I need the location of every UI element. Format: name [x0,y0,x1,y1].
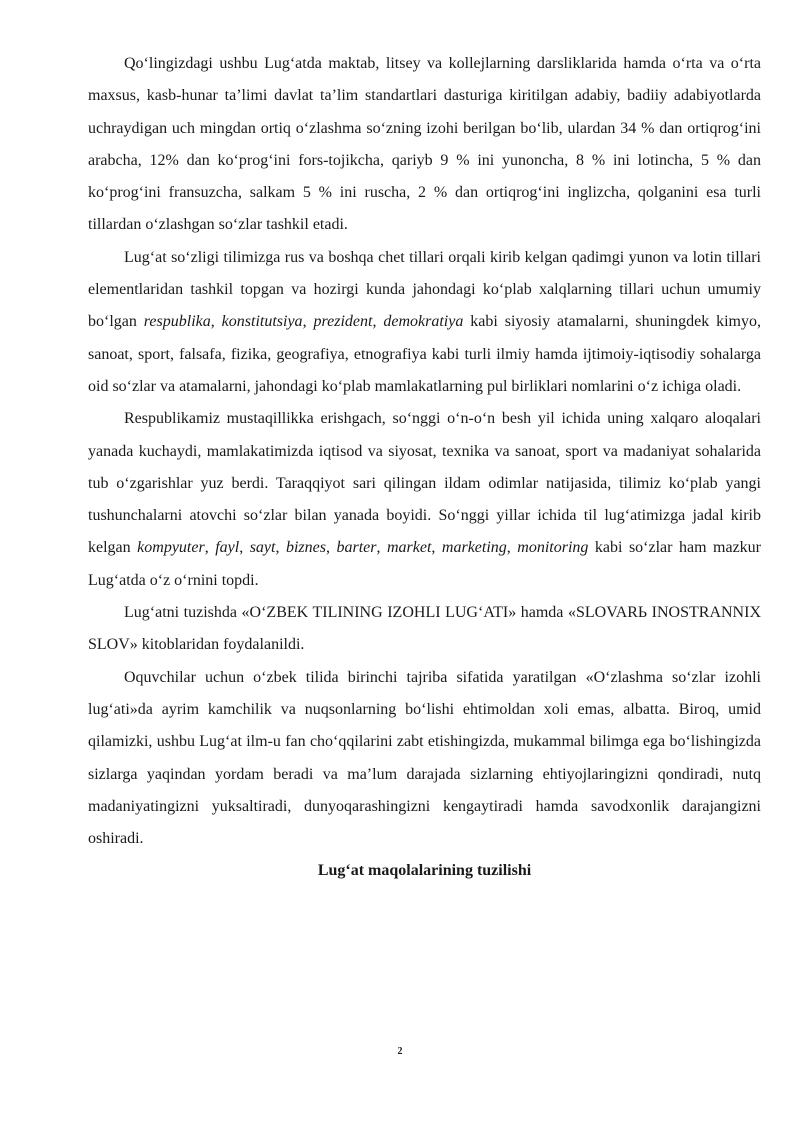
text-run: , [275,539,286,557]
text-run: , [506,539,518,557]
italic-term: monitoring [517,539,589,557]
italic-term: biznes [285,539,326,557]
text-run: Lug‘at so‘zligi tilimizga rus va boshqa chet tillari orqali kirib kelgan qadimgi yunon va lotin tillari elementlaridan tashkil topgan va hozirgi kunda jahondagi ko‘plab xalqlarning tillari uchun umumiy bo‘lgan [88,248,761,331]
document-page [88,48,761,888]
text-run: , [376,539,387,557]
text-run: kabi siyosiy atamalarni, shuningdek kimyo, sanoat, sport, falsafa, fizika, geografiya, etnografiya kabi turli ilmiy hamda ijtimoiy-iqtisodiy sohalarga oid so‘zlar va atamalarni, jahondagi ko‘plab mamlakatlarning pul birliklari nomlarini o‘z ichiga oladi. [88,313,762,395]
italic-term: prezident [313,313,373,331]
paragraph-3 [88,403,761,597]
text-run: , [210,313,222,331]
italic-term: barter [336,539,377,557]
paragraph-2 [88,242,761,403]
italic-term: konstitutsiya [221,313,303,331]
italic-term: sayt [249,539,276,557]
text-run: , [239,539,250,557]
italic-term: demokratiya [383,313,464,331]
text-run: Lug‘atni tuzishda «O‘ZBEK TILINING IZOHLI LUG‘ATI» hamda «SLOVARЬ INOSTRANNIX SLOV» kitoblaridan foydalanildi. [88,604,761,654]
text-run: , [372,313,384,331]
text-run: , [302,313,314,331]
text-run: , [204,539,216,557]
paragraph-5 [88,662,761,856]
text-run: Oquvchilar uchun o‘zbek tilida birinchi tajriba sifatida yaratilgan «O‘zlashma so‘zlar izohli lug‘ati»da ayrim kamchilik va nuqsonlarning bo‘lishi ehtimoldan xoli emas, albatta. Biroq, umid qilamizki, ushbu Lug‘at ilm-u fan cho‘qqilarini zabt etishingizda, mukammal bilimga ega bo‘lishingizda sizlarga yaqindan yordam beradi va ma’lum darajada sizlarning ehtiyojlaringizni qondiradi, nutq madaniyatingizni yuksaltiradi, dunyoqarashingizni kengaytiradi hamda savodxonlik darajangizni oshiradi. [88,668,761,848]
italic-term: kompyuter [137,539,205,557]
italic-term: marketing [441,539,507,557]
text-run: Respublikamiz mustaqillikka erishgach, so‘nggi o‘n-o‘n besh yil ichida uning xalqaro aloqalari yanada kuchaydi, mamlakatimizda iqtisod va siyosat, texnika va sanoat, sport va madaniyat sohalarida tub o‘zgarishlar yuz berdi. Taraqqiyot sari qilingan ildam odimlar natijasida, tilimiz ko‘plab yangi tushunchalarni atovchi so‘zlar bilan yanada boyidi. So‘nggi yillar ichida til lug‘atimizga jadal kirib kelgan [88,410,761,557]
paragraph-1 [88,48,761,242]
section-heading: Lug‘at maqolalarining tuzilishi [317,862,532,880]
italic-term: respublika [143,313,211,331]
text-run: kabi so‘zlar ham mazkur Lug‘atda o‘z o‘rnini topdi. [88,539,762,589]
page-number: 2 [397,1046,403,1057]
text-run: , [431,539,442,557]
text-run: , [325,539,337,557]
italic-term: fayl [215,539,240,557]
paragraph-4 [88,597,761,662]
italic-term: market [386,539,432,557]
text-run: Qo‘lingizdagi ushbu Lug‘atda maktab, litsey va kollejlarning darsliklarida hamda o‘rta va o‘rta maxsus, kasb-hunar ta’limi davlat ta’lim standartlari dasturiga kiritilgan adabiy, badiiy adabiyotlarda uchraydigan uch mingdan ortiq o‘zlashma so‘zning izohi berilgan bo‘lib, ulardan 34 % dan ortiqrog‘ini arabcha, 12% dan ko‘prog‘ini fors-tojikcha, qariyb 9 % ini yunoncha, 8 % ini lotincha, 5 % dan ko‘prog‘ini fransuzcha, salkam 5 % ini ruscha, 2 % dan ortiqrog‘ini inglizcha, qolganini esa turli tillardan o‘zlashgan so‘zlar tashkil etadi. [88,55,761,234]
